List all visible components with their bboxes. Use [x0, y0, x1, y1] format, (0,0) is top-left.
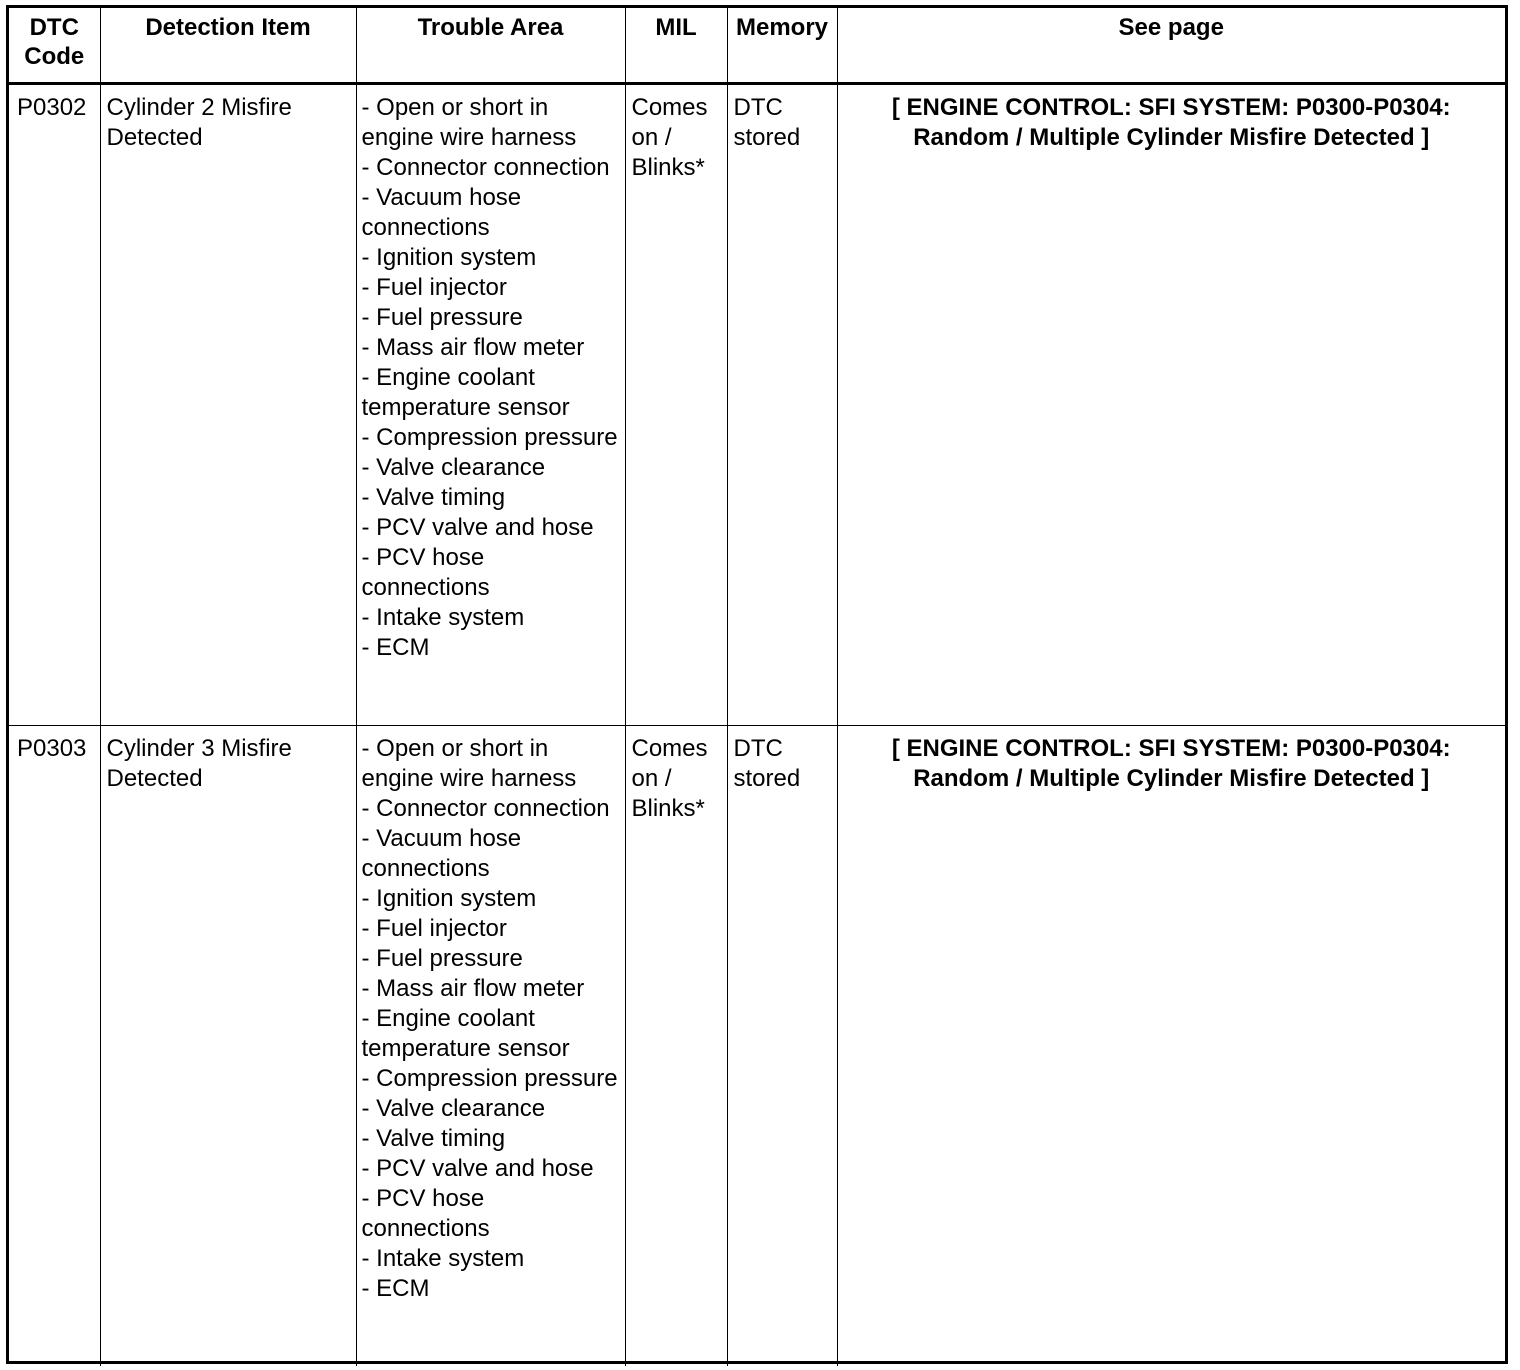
trouble-area-item: - Mass air flow meter: [361, 334, 585, 361]
memory-cell: DTC stored: [727, 84, 837, 726]
mil-cell: Comes on / Blinks*: [625, 84, 727, 726]
memory-cell: DTC stored: [727, 726, 837, 1367]
dtc-code-cell: P0302: [9, 84, 100, 726]
trouble-area-item: - Ignition system: [361, 885, 537, 912]
table-header-row: [9, 8, 1505, 84]
trouble-area-item: - Compression pressure: [361, 1065, 618, 1092]
detection-item-cell: Cylinder 3 Misfire Detected: [100, 726, 356, 1367]
trouble-area-item: - Engine coolant temperature sensor: [361, 364, 570, 421]
header-see-page: See page: [837, 8, 1505, 84]
trouble-area-item: - PCV valve and hose: [361, 514, 594, 541]
trouble-area-item: - PCV valve and hose: [361, 1155, 594, 1182]
trouble-area-item: - Intake system: [361, 604, 525, 631]
trouble-area-item: - Fuel pressure: [361, 945, 523, 972]
trouble-area-item: - ECM: [361, 634, 430, 661]
trouble-area-item: - Valve timing: [361, 484, 506, 511]
trouble-area-item: - Open or short in engine wire harness: [361, 94, 577, 151]
trouble-area-cell: [356, 726, 625, 1367]
trouble-area-item: - Connector connection: [361, 795, 610, 822]
trouble-area-item: - Vacuum hose connections: [361, 184, 522, 241]
trouble-area-item: - PCV hose connections: [361, 1185, 490, 1242]
dtc-table-container: [6, 5, 1508, 1364]
table-row: [9, 726, 1505, 1367]
trouble-area-item: - Ignition system: [361, 244, 537, 271]
header-trouble-area: Trouble Area: [356, 8, 625, 84]
trouble-area-item: - ECM: [361, 1275, 430, 1302]
trouble-area-item: - Compression pressure: [361, 424, 618, 451]
trouble-area-item: - Fuel injector: [361, 915, 507, 942]
trouble-area-cell: [356, 84, 625, 726]
trouble-area-item: - PCV hose connections: [361, 544, 490, 601]
header-detection-item: Detection Item: [100, 8, 356, 84]
header-dtc-code: DTC Code: [9, 8, 100, 84]
table-row: [9, 84, 1505, 726]
trouble-area-item: - Valve clearance: [361, 1095, 546, 1122]
see-page-link[interactable]: [ ENGINE CONTROL: SFI SYSTEM: P0300-P0304: Random / Multiple Cylinder Misfire Detected ]: [837, 84, 1505, 726]
trouble-area-item: - Engine coolant temperature sensor: [361, 1005, 570, 1062]
trouble-area-item: - Fuel pressure: [361, 304, 523, 331]
trouble-area-item: - Valve timing: [361, 1125, 506, 1152]
trouble-area-item: - Mass air flow meter: [361, 975, 585, 1002]
see-page-link[interactable]: [ ENGINE CONTROL: SFI SYSTEM: P0300-P0304: Random / Multiple Cylinder Misfire Detected ]: [837, 726, 1505, 1367]
detection-item-cell: Cylinder 2 Misfire Detected: [100, 84, 356, 726]
trouble-area-item: - Intake system: [361, 1245, 525, 1272]
trouble-area-item: - Connector connection: [361, 154, 610, 181]
trouble-area-item: - Vacuum hose connections: [361, 825, 522, 882]
trouble-area-item: - Open or short in engine wire harness: [361, 735, 577, 792]
dtc-table: [9, 8, 1505, 1366]
header-mil: MIL: [625, 8, 727, 84]
dtc-code-cell: P0303: [17, 735, 87, 762]
header-memory: Memory: [727, 8, 837, 84]
trouble-area-item: - Valve clearance: [361, 454, 546, 481]
mil-cell: Comes on / Blinks*: [625, 726, 727, 1367]
trouble-area-item: - Fuel injector: [361, 274, 507, 301]
